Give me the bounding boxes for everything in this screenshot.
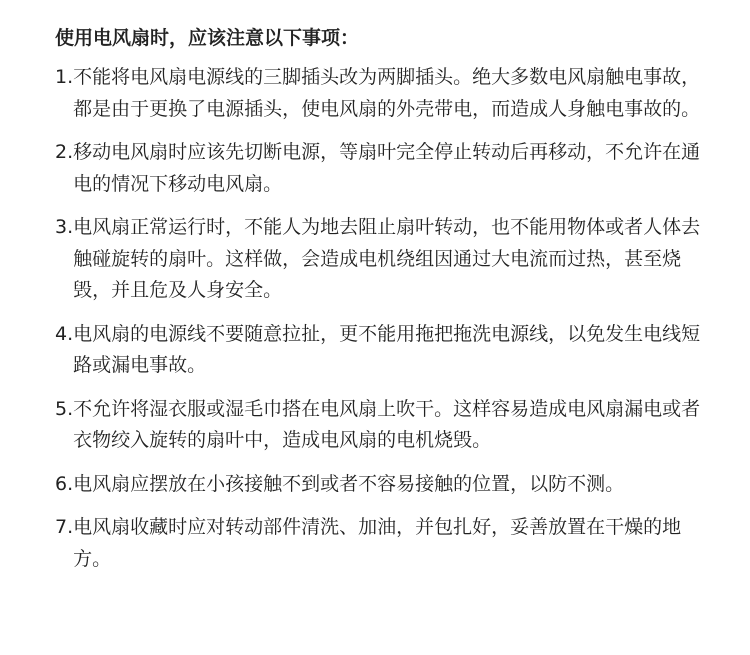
list-item — [55, 212, 705, 307]
item-number: 7. — [55, 516, 74, 538]
item-text: 电风扇收藏时应对转动部件清洗、加油，并包扎好，妥善放置在干燥的地方。 — [73, 516, 682, 570]
list-item — [55, 394, 705, 457]
list-item — [55, 512, 705, 575]
item-text: 不能将电风扇电源线的三脚插头改为两脚插头。绝大多数电风扇触电事故，都是由于更换了电源插头，使电风扇的外壳带电，而造成人身触电事故的。 — [73, 66, 701, 120]
item-number: 2. — [55, 141, 74, 163]
item-number: 1. — [55, 66, 74, 88]
list-item — [55, 62, 705, 125]
item-number: 4. — [55, 322, 74, 345]
item-number: 3. — [55, 216, 74, 238]
list-item — [55, 319, 705, 382]
page-heading: 使用电风扇时，应该注意以下事项： — [55, 27, 360, 49]
list-item — [55, 469, 705, 501]
item-text: 电风扇正常运行时，不能人为地去阻止扇叶转动，也不能用物体或者人体去触碰旋转的扇叶。这样做，会造成电机绕组因通过大电流而过热，甚至烧毁，并且危及人身安全。 — [73, 216, 701, 301]
item-number: 6. — [55, 472, 74, 495]
item-text: 电风扇的电源线不要随意拉扯，更不能用拖把拖洗电源线，以免发生电线短路或漏电事故。 — [73, 322, 701, 376]
item-text: 不允许将湿衣服或湿毛巾搭在电风扇上吹干。这样容易造成电风扇漏电或者衣物绞入旋转的扇叶中，造成电风扇的电机烧毁。 — [73, 397, 701, 451]
item-number: 5. — [55, 397, 74, 420]
item-text: 移动电风扇时应该先切断电源，等扇叶完全停止转动后再移动，不允许在通电的情况下移动电风扇。 — [73, 141, 701, 195]
list-item — [55, 137, 705, 200]
item-text: 电风扇应摆放在小孩接触不到或者不容易接触的位置，以防不测。 — [73, 472, 625, 495]
safety-list — [55, 62, 705, 587]
